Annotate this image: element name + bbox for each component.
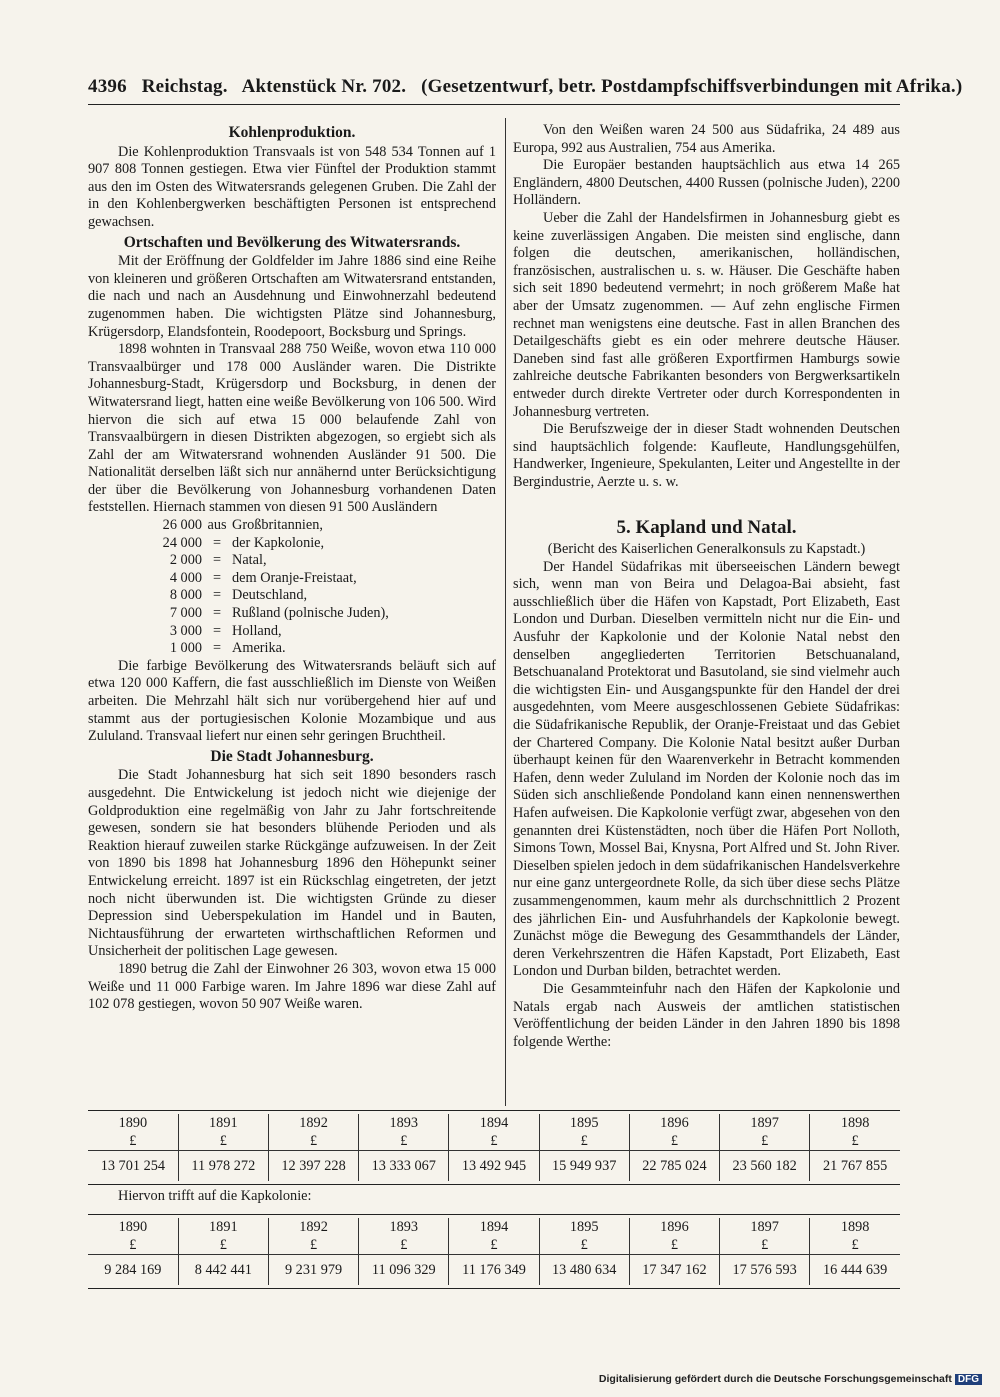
table-row-years: 1890 1891 1892 1893 1894 1895 1896 1897 1898 [88, 1218, 900, 1236]
table-rule [88, 1110, 900, 1111]
section-subtitle: (Bericht des Kaiserlichen Generalkonsuls zu Kapstadt.) [547, 541, 866, 558]
paragraph: Die Europäer bestanden hauptsächlich aus etwa 14 265 Engländern, 4800 Deutschen, 4400 Russen (polnische Juden), 2200 Holländern. [513, 157, 900, 209]
table-row-units: £ £ £ £ £ £ £ £ £ [88, 1132, 900, 1151]
paragraph: Die Stadt Johannesburg hat sich seit 1890 besonders rasch ausgedehnt. Die Entwickelung ist jedoch nicht wie diejenige der Goldproduktion eine regelmäßig von Jahr zu Jahr fortschreitende gewesen, sondern sie hat besonders blühende Perioden und als Reaktion hierauf zuweilen starke Rückgänge aufzuweisen. In der Zeit von 1890 bis 1898 hat Johannesburg 1896 den Höhepunkt seiner Entwickelung erreicht. 1897 ist ein Rückschlag eingetreten, der jetzt noch nicht überwunden ist. Die wichtigsten Gründe zu dieser Depression sind Ueberspekulation im Handel und in Bauten, Nichtausführung der erwarteten wirthschaftlichen Reformen und Unsicherheit der politischen Lage gewesen. [88, 767, 496, 960]
document-number: Aktenstück Nr. 702. [241, 76, 407, 97]
left-column [88, 122, 496, 1014]
section-heading-kapland: 5. Kapland und Natal. [616, 517, 797, 539]
origin-list [144, 517, 496, 658]
paragraph: Von den Weißen waren 24 500 aus Südafrika, 24 489 aus Europa, 992 aus Australien, 754 aus Amerika. [513, 122, 900, 156]
page-number: 4396 [88, 76, 127, 97]
section-heading-kohlen: Kohlenproduktion. [228, 124, 356, 141]
paragraph: Die farbige Bevölkerung des Witwatersrands beläuft sich auf etwa 120 000 Kaffern, die fast ausschließlich im Dienste von Weißen arbeiten. Die Mehrzahl hält sich nur vorübergehend hier auf und stammt aus der portugiesischen Kolonie Mozambique und aus Zululand. Transvaal liefert nur einen sehr geringen Bruchtheil. [88, 657, 496, 745]
table-row-years: 1890 1891 1892 1893 1894 1895 1896 1897 1898 [88, 1114, 900, 1132]
paragraph: Mit der Eröffnung der Goldfelder im Jahre 1886 sind eine Reihe von kleineren und größeren Ortschaften am Witwatersrand entstanden, die nach und nach an Ausdehnung und Einwohnerzahl bedeutend zugenommen haben. Die wichtigsten Plätze sind Johannesburg, Krügersdorp, Elandsfontein, Roodepoort, Bocksburg und Springs. [88, 253, 496, 340]
list-item: 2 000 = Natal, [169, 552, 267, 569]
table-row-units: £ £ £ £ £ £ £ £ £ [88, 1236, 900, 1255]
section-heading-ortschaften: Ortschaften und Bevölkerung des Witwatersrands. [123, 233, 461, 251]
import-table-total [88, 1114, 900, 1181]
paragraph: 1898 wohnten in Transvaal 288 750 Weiße, wovon etwa 110 000 Transvaalbürger und 178 000 Ausländer waren. Die Distrikte Johannesburg-Stadt, Krügersdorp und Bocksburg, in denen der Witwatersrand liegt, hatten eine weiße Bevölkerung von 106 500. Wird hiervon die sich auf etwa 15 000 belaufende Zahl von Transvaalbürgern in diesen Distrikten abgezogen, so ergiebt sich als Zahl der am Witwatersrand wohnenden Ausländer 91 500. Die Nationalität derselben läßt sich nur annähernd unter Berücksichtigung der über die Bevölkerung von Johannesburg vorhandenen Daten feststellen. Hiernach stammen von diesen 91 500 Ausländern [88, 341, 496, 516]
import-table-kapkolonie [88, 1218, 900, 1285]
list-item: 3 000 = Holland, [169, 622, 282, 639]
digitization-footer [599, 1373, 982, 1385]
list-item: 8 000 = Deutschland, [169, 587, 308, 604]
list-item: 7 000 = Rußland (polnische Juden), [169, 605, 389, 622]
list-item: 26 000 aus Großbritannien, [162, 517, 323, 534]
paragraph: Die Berufszweige der in dieser Stadt wohnenden Deutschen sind hauptsächlich folgende: Kaufleute, Handlungsgehülfen, Handwerker, Ingenieure, Spekulanten, Leiter und Angestellte in der Bergindustrie, Aerzte u. s. w. [513, 421, 900, 490]
paragraph: Der Handel Südafrikas mit überseeischen Ländern bewegt sich, wenn man von Beira und Delagoa-Bai absieht, fast ausschließlich über die Häfen von Kapstadt, Port Elizabeth, East London und Durban. Dieselben vermitteln nicht nur die Ein- und Ausfuhr der Kapkolonie und der Kolonie Natal nebst den denselben angegliederten Territorien Betschuanaland, Betschuanaland Protektorat und Basutoland, sie sind vielmehr auch die wichtigsten Ein- und Ausgangspunkte für den Handel der drei ausgedehnten, vom Meere ausgeschlossenen Gebiete Südafrikas: die Südafrikanische Republik, der Oranje-Freistaat und das Gebiet der Chartered Company. Die Kolonie Natal besitzt außer Durban überhaupt keinen für den Waarenverkehr in Betracht kommenden Hafen, denn weder Zululand im Norden der Kolonie noch das im Süden sich anschließende Pondoland kann einen nennenswerthen Hafen aufweisen. Die Kapkolonie verfügt zwar, abgesehen von den genannten drei Küstenstädten, noch über die Häfen Port Nolloth, Simons Town, Mossel Bai, Knysna, Port Alfred und St. John River. Dieselben spielen jedoch in dem südafrikanischen Handelsverkehre nur eine ganz untergeordnete Rolle, da sich über diese sechs Plätze zusammengenommen, kaum mehr als durchschnittlich 2 Prozent des jährlichen Ein- und Ausfuhrhandels der Kapkolonie bewegt. Zunächst möge die Bewegung des Gesammthandels der Länder, deren Verkehrszentren die Häfen Kapstadt, Port Elizabeth, East London und Durban bilden, betrachtet werden. [513, 558, 900, 980]
table-rule [88, 1184, 900, 1185]
dfg-logo-icon: DFG [955, 1374, 982, 1385]
header-rule [88, 104, 900, 105]
paragraph: Die Kohlenproduktion Transvaals ist von 548 534 Tonnen auf 1 907 808 Tonnen gestiegen. Etwa vier Fünftel der Produktion stammt aus den im Osten des Witwatersrands gelegenen Gruben. Die Zahl der in den Kohlenbergwerken beschäftigten Personen ist entsprechend gewachsen. [88, 143, 496, 230]
document-subject: (Gesetzentwurf, betr. Postdampfschiffsverbindungen mit Afrika.) [421, 76, 963, 97]
paragraph: Ueber die Zahl der Handelsfirmen in Johannesburg giebt es keine zuverlässigen Angaben. Die meisten sind englische, dann folgen die deutschen, amerikanischen, holländischen, französischen, australischen u. s. w. Häuser. Die Geschäfte haben sich seit 1890 bedeutend vermehrt; in noch größerem Maße hat aber der Umsatz zugenommen. — Auf zehn englische Firmen rechnet man wenigstens eine deutsche. Fast in allen Branchen des Detailgeschäfts giebt es ein oder mehrere deutsche Häuser. Daneben sind fast alle größeren Exportfirmen Hamburgs sowie zahlreiche deutsche Fabrikanten besonders von Bergwerksartikeln entweder durch direkte Vertreter oder durch Korrespondenten in Johannesburg vertreten. [513, 209, 900, 420]
paragraph: Die Gesammteinfuhr nach den Häfen der Kapkolonie und Natals ergab nach Ausweis der amtlichen statistischen Veröffentlichung der beiden Länder in den Jahren 1890 bis 1898 folgende Werthe: [513, 980, 900, 1050]
table-row-values: 9 284 169 8 442 441 9 231 979 11 096 329 11 176 349 13 480 634 17 347 162 17 576 593 16 444 639 [88, 1255, 900, 1286]
table-row-values: 13 701 254 11 978 272 12 397 228 13 333 067 13 492 945 15 949 937 22 785 024 23 560 182 21 767 855 [88, 1151, 900, 1182]
footer-text: Digitalisierung gefördert durch die Deutsche Forschungsgemeinschaft [598, 1373, 952, 1385]
table-rule [88, 1288, 900, 1289]
list-item: 24 000 = der Kapkolonie, [162, 534, 325, 551]
paragraph: 1890 betrug die Zahl der Einwohner 26 303, wovon etwa 15 000 Weiße und 11 000 Farbige waren. Im Jahre 1896 war diese Zahl auf 102 078 gestiegen, wovon 50 907 Weiße waren. [88, 960, 496, 1013]
list-item: 1 000 = Amerika. [169, 640, 286, 657]
column-divider [505, 118, 506, 1106]
table-caption: Hiervon trifft auf die Kapkolonie: [118, 1188, 312, 1204]
section-heading-johannesburg: Die Stadt Johannesburg. [210, 747, 374, 765]
page-header [88, 76, 963, 98]
table-rule [88, 1214, 900, 1215]
list-item: 4 000 = dem Oranje-Freistaat, [169, 569, 357, 586]
right-column [513, 122, 900, 1051]
publication-name: Reichstag. [141, 76, 228, 97]
